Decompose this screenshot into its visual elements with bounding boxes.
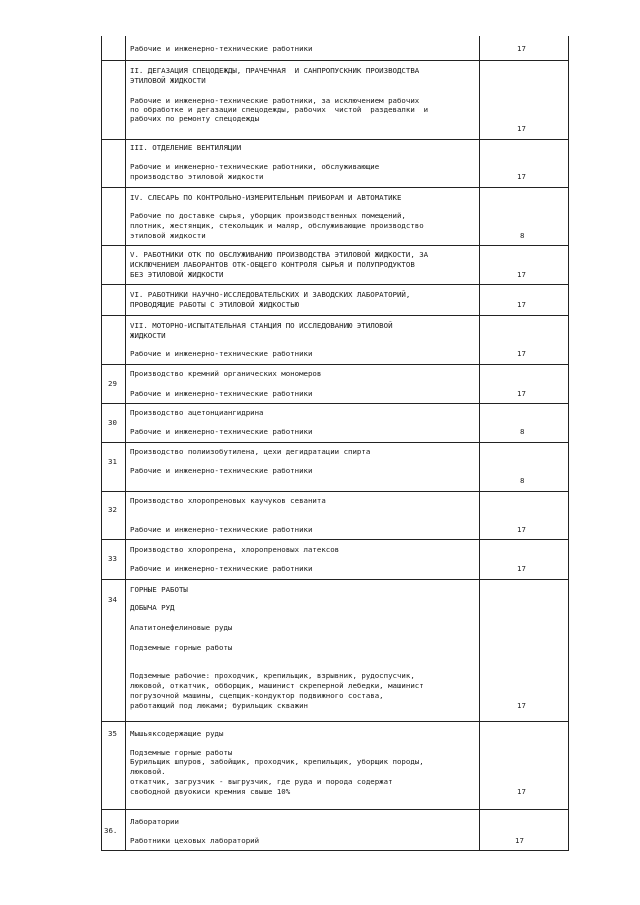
row-value: 17 bbox=[517, 172, 526, 181]
row-text-line: Производство полиизобутилена, цехи дегидратации спирта bbox=[130, 447, 371, 456]
row-value: 17 bbox=[517, 44, 526, 53]
row-text-line: работающий под люками; бурильщик скважин bbox=[130, 701, 308, 710]
row-text-line: Мышьяксодержащие руды bbox=[130, 729, 224, 738]
row-text-line: Рабочие и инженерно-технические работники bbox=[130, 349, 313, 358]
row-code: 36. bbox=[104, 826, 118, 835]
row-text-line: ГОРНЫЕ РАБОТЫ bbox=[130, 585, 188, 594]
row-code: 30 bbox=[108, 418, 117, 427]
row-text-line: БЕЗ ЭТИЛОВОЙ ЖИДКОСТИ bbox=[130, 270, 224, 279]
row-text-line: Рабочие и инженерно-технические работники bbox=[130, 525, 313, 534]
row-separator bbox=[101, 315, 569, 316]
row-text-line: Рабочие и инженерно-технические работники, за исключением рабочих bbox=[130, 96, 420, 105]
row-separator bbox=[101, 284, 569, 285]
row-text-line: ЖИДКОСТИ bbox=[130, 331, 166, 340]
row-value: 17 bbox=[517, 525, 526, 534]
row-text-line: Рабочие и инженерно-технические работники, обслуживающие bbox=[130, 162, 380, 171]
row-separator bbox=[101, 187, 569, 188]
row-text-line: Подземные рабочие: проходчик, крепильщик, взрывник, рудоспусчик, bbox=[130, 671, 415, 680]
row-code: 33 bbox=[108, 554, 117, 563]
row-value: 17 bbox=[517, 270, 526, 279]
row-text-line: Рабочие и инженерно-технические работники bbox=[130, 389, 313, 398]
row-text-line: рабочих по ремонту спецодежды bbox=[130, 114, 260, 123]
row-value: 8 bbox=[520, 427, 525, 436]
row-text-line: Рабочие и инженерно-технические работники bbox=[130, 466, 313, 475]
row-text-line: люковой. bbox=[130, 767, 166, 776]
row-text-line: свободной двуокиси кремния свыше 10% bbox=[130, 787, 291, 796]
table-left-border bbox=[101, 36, 102, 850]
row-code: 35 bbox=[108, 729, 117, 738]
row-separator bbox=[101, 245, 569, 246]
row-text-line: производство этиловой жидкости bbox=[130, 172, 264, 181]
row-value: 17 bbox=[517, 787, 526, 796]
row-text-line: этиловой жидкости bbox=[130, 231, 206, 240]
row-separator bbox=[101, 491, 569, 492]
row-text-line: VI. РАБОТНИКИ НАУЧНО-ИССЛЕДОВАТЕЛЬСКИХ И ЗАВОДСКИХ ЛАБОРАТОРИЙ, bbox=[130, 290, 411, 299]
row-text-line: Производство хлоропрена, хлоропреновых латексов bbox=[130, 545, 340, 554]
row-text-line: ИСКЛЮЧЕНИЕМ ЛАБОРАНТОВ ОТК-ОБЩЕГО КОНТРОЛЯ СЫРЬЯ И ПОЛУПРОДУКТОВ bbox=[130, 260, 415, 269]
table-right-border bbox=[568, 36, 569, 850]
row-text-line: Апатитонефелиновые руды bbox=[130, 623, 233, 632]
row-separator bbox=[101, 809, 569, 810]
row-text-line: Бурильщик шпуров, забойщик, проходчик, крепильщик, уборщик породы, bbox=[130, 757, 424, 766]
row-separator bbox=[101, 60, 569, 61]
row-text-line: Рабочие и инженерно-технические работники bbox=[130, 44, 313, 53]
row-text-line: плотник, жестянщик, стекольщик и маляр, обслуживающие производство bbox=[130, 221, 424, 230]
row-text-line: ЭТИЛОВОЙ ЖИДКОСТИ bbox=[130, 76, 206, 85]
row-value: 8 bbox=[520, 476, 525, 485]
table-value-divider bbox=[479, 36, 480, 850]
row-text-line: III. ОТДЕЛЕНИЕ ВЕНТИЛЯЦИИ bbox=[130, 143, 242, 152]
row-code: 31 bbox=[108, 457, 117, 466]
row-separator bbox=[101, 579, 569, 580]
row-value: 17 bbox=[517, 300, 526, 309]
table-code-divider bbox=[125, 36, 126, 850]
row-value: 17 bbox=[517, 564, 526, 573]
row-text-line: Лаборатории bbox=[130, 817, 179, 826]
row-text-line: Работники цеховых лабораторий bbox=[130, 836, 260, 845]
row-text-line: Подземные горные работы bbox=[130, 748, 233, 757]
row-text-line: IV. СЛЕСАРЬ ПО КОНТРОЛЬНО-ИЗМЕРИТЕЛЬНЫМ ПРИБОРАМ И АВТОМАТИКЕ bbox=[130, 193, 402, 202]
row-separator bbox=[101, 539, 569, 540]
row-text-line: VII. МОТОРНО-ИСПЫТАТЕЛЬНАЯ СТАНЦИЯ ПО ИССЛЕДОВАНИЮ ЭТИЛОВОЙ bbox=[130, 321, 393, 330]
row-text-line: V. РАБОТНИКИ ОТК ПО ОБСЛУЖИВАНИЮ ПРОИЗВОДСТВА ЭТИЛОВОЙ ЖИДКОСТИ, ЗА bbox=[130, 250, 429, 259]
row-separator bbox=[101, 850, 569, 851]
row-value: 8 bbox=[520, 231, 525, 240]
row-value: 17 bbox=[515, 836, 524, 845]
row-text-line: ПРОВОДЯЩИЕ РАБОТЫ С ЭТИЛОВОЙ ЖИДКОСТЬЮ bbox=[130, 300, 300, 309]
row-text-line: погрузочной машины, сцепщик-кондуктор подвижного состава, bbox=[130, 691, 384, 700]
row-text-line: Производство хлоропреновых каучуков севанита bbox=[130, 496, 326, 505]
row-text-line: Производство ацетонциангидрина bbox=[130, 408, 264, 417]
row-text-line: Производство кремний органических мономеров bbox=[130, 369, 322, 378]
row-text-line: II. ДЕГАЗАЦИЯ СПЕЦОДЕЖДЫ, ПРАЧЕЧНАЯ И САНПРОПУСКНИК ПРОИЗВОДСТВА bbox=[130, 66, 420, 75]
row-separator bbox=[101, 139, 569, 140]
row-separator bbox=[101, 403, 569, 404]
row-value: 17 bbox=[517, 701, 526, 710]
row-value: 17 bbox=[517, 349, 526, 358]
row-text-line: по обработке и дегазации спецодежды, рабочих чистой раздевалки и bbox=[130, 105, 429, 114]
row-value: 17 bbox=[517, 389, 526, 398]
row-text-line: Рабочие и инженерно-технические работники bbox=[130, 427, 313, 436]
row-text-line: люковой, откатчик, обборщик, машинист скреперной лебедки, машинист bbox=[130, 681, 424, 690]
row-text-line: Рабочие и инженерно-технические работники bbox=[130, 564, 313, 573]
row-code: 32 bbox=[108, 505, 117, 514]
row-separator bbox=[101, 721, 569, 722]
row-text-line: Подземные горные работы bbox=[130, 643, 233, 652]
row-code: 29 bbox=[108, 379, 117, 388]
row-text-line: ДОБЫЧА РУД bbox=[130, 603, 175, 612]
row-separator bbox=[101, 364, 569, 365]
row-separator bbox=[101, 442, 569, 443]
row-value: 17 bbox=[517, 124, 526, 133]
row-text-line: откатчик, загрузчик - выгрузчик, где руда и порода содержат bbox=[130, 777, 393, 786]
row-code: 34 bbox=[108, 595, 117, 604]
row-text-line: Рабочие по доставке сырья, уборщик производственных помещений, bbox=[130, 211, 406, 220]
